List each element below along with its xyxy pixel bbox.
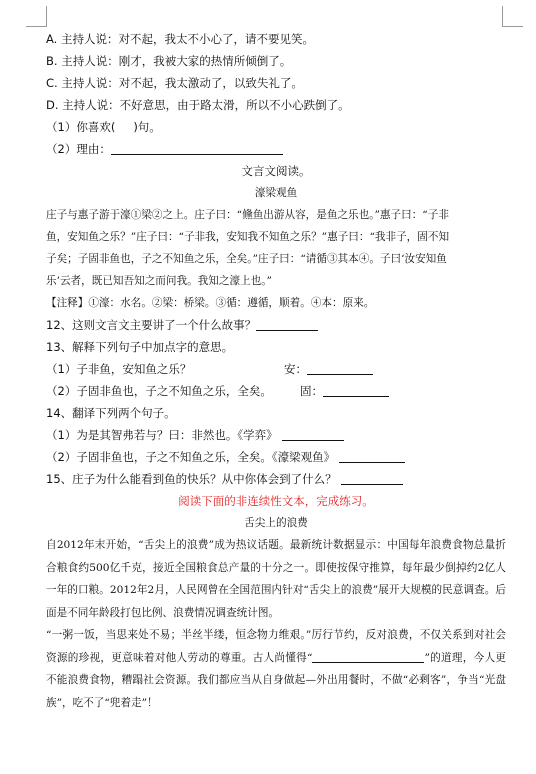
- answer-blank: [111, 141, 283, 155]
- reading-instruction: 阅读下面的非连续性文本，完成练习。: [178, 494, 374, 508]
- answer-blank: [341, 471, 403, 485]
- question-12: [46, 314, 506, 336]
- question-13-1-text: （1）子非鱼，安知鱼之乐？: [46, 362, 192, 376]
- question-14-2-text: （2）子固非鱼也，子之不知鱼之乐，全矣。《濠梁观鱼》: [46, 450, 336, 464]
- article-paragraph-2-a: “一粥一饭，当思来处不易；半丝半缕，恒念物力维艰。”厉行节约，反对浪费，不仅关系到对社会资源的珍视，更意味着对他人劳动的尊重。古人尚懂得“: [46, 629, 506, 664]
- article-paragraph-1: 自2012年末开始，“舌尖上的浪费”成为热议话题。最新统计数据显示：中国每年浪费食物总量折合粮食约500亿千克，接近全国粮食总产量的十分之一。即使按保守推算，每年最少倒掉约2亿人一年的口粮。2012年2月，人民网曾在全国范围内针对“舌尖上的浪费”展开大规模的民意调查。后面是不同年龄段打包比例、浪费情况调查统计图。: [46, 539, 506, 619]
- answer-blank: [312, 650, 424, 663]
- answer-blank: [323, 383, 389, 397]
- question-14-2: [46, 446, 506, 468]
- question-13-1: [46, 358, 506, 380]
- question-like: [46, 116, 506, 138]
- question-reason: [46, 138, 506, 160]
- question-14-1-text: （1）为是其智弗若与？曰：非然也。《学弈》: [46, 428, 278, 442]
- section-title: 文言文阅读。: [241, 164, 311, 178]
- question-15: [46, 468, 506, 490]
- question-13-2: [46, 380, 506, 402]
- option-c: C. 主持人说：对不起，我太激动了，以致失礼了。: [46, 76, 303, 90]
- question-like-pre: （1）你喜欢(: [46, 120, 116, 134]
- question-13: 13、解释下列句子中加点字的意思。: [46, 340, 234, 354]
- answer-blank: [307, 361, 373, 375]
- option-b: B. 主持人说：刚才，我被大家的热情所倾倒了。: [46, 54, 292, 68]
- classical-title: 濠梁观鱼: [254, 187, 298, 199]
- page-corner-mark: [26, 6, 47, 27]
- question-reason-label: （2）理由：: [46, 142, 111, 156]
- classical-notes: 【注释】①濠：水名。②梁：桥梁。③循：遵循，顺着。④本：原来。: [46, 297, 375, 309]
- article-title: 舌尖上的浪费: [244, 517, 308, 529]
- classical-line: 子矣；子固非鱼也，子之不知鱼之乐，全矣。”庄子曰：“请循③其本④。子曰‘汝安知鱼: [46, 253, 447, 265]
- answer-blank: [339, 449, 405, 463]
- option-a: A. 主持人说：对不起，我太不小心了，请不要见笑。: [46, 32, 314, 46]
- article-paragraph-2: [46, 624, 506, 714]
- classical-line: 庄子与惠子游于濠①梁②之上。庄子曰：“儵鱼出游从容，是鱼之乐也。”惠子曰：“子非: [46, 209, 449, 221]
- question-13-2-text: （2）子固非鱼也，子之不知鱼之乐，全矣。: [46, 384, 272, 398]
- question-13-1-key-group: [284, 358, 373, 380]
- question-13-2-key-group: [300, 380, 389, 402]
- document-page: [46, 28, 506, 714]
- question-14: 14、翻译下列两个句子。: [46, 406, 176, 420]
- question-14-1: [46, 424, 506, 446]
- article-paragraph-2-b: ”的道理，今人更不能浪费食物，糟蹋社会资源。我们都应当从自身做起—外出用餐时，不做“必剩客”，争当“光盘族”，吃不了“兜着走”！: [46, 651, 507, 709]
- option-d: D. 主持人说：不好意思，由于路太滑，所以不小心跌倒了。: [46, 98, 350, 112]
- question-15-text: 15、庄子为什么能看到鱼的快乐？从中你体会到了什么？: [46, 472, 337, 486]
- classical-line: 鱼，安知鱼之乐？”庄子曰：“子非我，安知我不知鱼之乐？”惠子曰：“我非子，固不知: [46, 231, 450, 243]
- question-like-post: )句。: [133, 120, 161, 134]
- question-13-1-key: 安：: [284, 362, 307, 376]
- article-body: [46, 534, 506, 714]
- question-12-text: 12、这则文言文主要讲了一个什么故事？: [46, 318, 257, 332]
- question-13-2-key: 固：: [300, 384, 323, 398]
- classical-line: 乐’云者，既已知吾知之而问我。我知之濠上也。”: [46, 275, 272, 287]
- answer-blank: [282, 427, 344, 441]
- answer-blank: [256, 317, 318, 331]
- page-corner-mark: [502, 6, 523, 27]
